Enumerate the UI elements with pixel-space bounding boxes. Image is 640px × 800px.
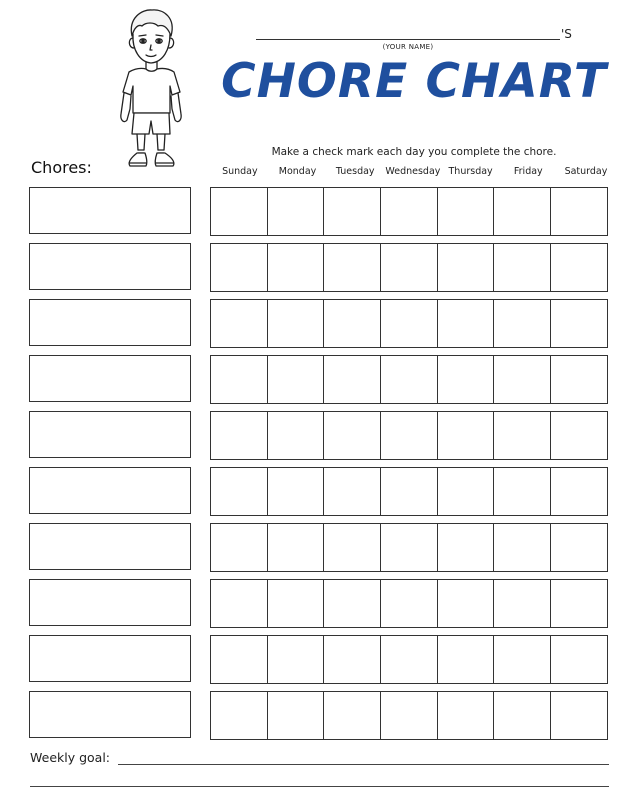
day-header-monday: Monday [278,166,317,177]
check-cell-monday[interactable] [267,635,325,684]
check-cell-wednesday[interactable] [380,299,438,348]
check-cell-friday[interactable] [493,411,551,460]
check-cell-thursday[interactable] [437,523,495,572]
check-cell-wednesday[interactable] [380,187,438,236]
check-cell-saturday[interactable] [550,355,608,404]
chore-entry-box[interactable] [29,411,191,458]
check-cell-tuesday[interactable] [323,187,381,236]
chore-entry-box[interactable] [29,187,191,234]
weekly-goal-line-continued[interactable] [30,786,609,787]
check-cell-saturday[interactable] [550,187,608,236]
check-cell-wednesday[interactable] [380,523,438,572]
check-cell-thursday[interactable] [437,355,495,404]
check-grid [210,187,608,747]
check-row [210,355,608,404]
check-row [210,467,608,516]
check-cell-tuesday[interactable] [323,299,381,348]
chore-entry-box[interactable] [29,691,191,738]
check-cell-monday[interactable] [267,467,325,516]
check-cell-tuesday[interactable] [323,635,381,684]
check-cell-wednesday[interactable] [380,243,438,292]
check-cell-thursday[interactable] [437,579,495,628]
check-cell-wednesday[interactable] [380,411,438,460]
chore-entry-box[interactable] [29,467,191,514]
check-row [210,411,608,460]
boy-illustration-icon [112,6,190,172]
day-header-saturday: Saturday [564,166,608,177]
check-cell-tuesday[interactable] [323,355,381,404]
check-cell-monday[interactable] [267,523,325,572]
check-cell-sunday[interactable] [210,299,268,348]
check-row [210,243,608,292]
check-cell-saturday[interactable] [550,243,608,292]
check-cell-sunday[interactable] [210,187,268,236]
check-cell-thursday[interactable] [437,691,495,740]
check-cell-sunday[interactable] [210,523,268,572]
check-cell-sunday[interactable] [210,411,268,460]
weekly-goal-line[interactable] [118,764,609,765]
check-cell-sunday[interactable] [210,579,268,628]
chore-entry-box[interactable] [29,355,191,402]
check-cell-friday[interactable] [493,467,551,516]
check-cell-sunday[interactable] [210,355,268,404]
check-cell-thursday[interactable] [437,467,495,516]
check-cell-thursday[interactable] [437,635,495,684]
check-row [210,579,608,628]
name-possessive-suffix: 'S [561,27,572,41]
check-row [210,691,608,740]
check-cell-friday[interactable] [493,523,551,572]
day-headers [211,166,615,177]
check-cell-friday[interactable] [493,355,551,404]
check-cell-monday[interactable] [267,187,325,236]
check-cell-sunday[interactable] [210,243,268,292]
day-header-sunday: Sunday [222,166,258,177]
check-cell-saturday[interactable] [550,523,608,572]
check-cell-wednesday[interactable] [380,579,438,628]
check-cell-tuesday[interactable] [323,691,381,740]
chore-list [29,187,191,747]
name-line[interactable] [256,39,560,40]
chore-entry-box[interactable] [29,635,191,682]
check-cell-tuesday[interactable] [323,467,381,516]
your-name-caption: (YOUR NAME) [382,43,434,51]
check-cell-sunday[interactable] [210,467,268,516]
check-cell-friday[interactable] [493,635,551,684]
check-cell-thursday[interactable] [437,299,495,348]
check-cell-saturday[interactable] [550,299,608,348]
day-header-thursday: Thursday [448,166,493,177]
chore-entry-box[interactable] [29,243,191,290]
check-cell-friday[interactable] [493,579,551,628]
check-row [210,299,608,348]
chore-entry-box[interactable] [29,579,191,626]
chore-entry-box[interactable] [29,299,191,346]
page-title: CHORE CHART [221,54,607,109]
check-cell-saturday[interactable] [550,467,608,516]
day-header-tuesday: Tuesday [335,166,375,177]
check-cell-friday[interactable] [493,299,551,348]
check-cell-thursday[interactable] [437,411,495,460]
check-cell-saturday[interactable] [550,691,608,740]
check-cell-monday[interactable] [267,579,325,628]
check-cell-saturday[interactable] [550,411,608,460]
check-cell-monday[interactable] [267,355,325,404]
chore-entry-box[interactable] [29,523,191,570]
check-cell-monday[interactable] [267,243,325,292]
check-cell-thursday[interactable] [437,243,495,292]
check-cell-sunday[interactable] [210,691,268,740]
check-cell-wednesday[interactable] [380,691,438,740]
check-cell-tuesday[interactable] [323,579,381,628]
check-row [210,635,608,684]
check-cell-wednesday[interactable] [380,355,438,404]
check-cell-monday[interactable] [267,691,325,740]
chores-label: Chores: [31,158,92,177]
check-cell-friday[interactable] [493,691,551,740]
check-cell-wednesday[interactable] [380,635,438,684]
check-cell-thursday[interactable] [437,187,495,236]
check-cell-saturday[interactable] [550,579,608,628]
check-cell-tuesday[interactable] [323,243,381,292]
check-cell-friday[interactable] [493,243,551,292]
check-cell-friday[interactable] [493,187,551,236]
check-cell-saturday[interactable] [550,635,608,684]
instructions-text: Make a check mark each day you complete the chore. [271,146,557,158]
check-row [210,523,608,572]
day-header-friday: Friday [513,166,543,177]
check-cell-monday[interactable] [267,299,325,348]
check-cell-tuesday[interactable] [323,523,381,572]
check-cell-monday[interactable] [267,411,325,460]
check-row [210,187,608,236]
check-cell-wednesday[interactable] [380,467,438,516]
check-cell-tuesday[interactable] [323,411,381,460]
weekly-goal-label: Weekly goal: [30,750,111,765]
day-header-wednesday: Wednesday [385,166,441,177]
check-cell-sunday[interactable] [210,635,268,684]
